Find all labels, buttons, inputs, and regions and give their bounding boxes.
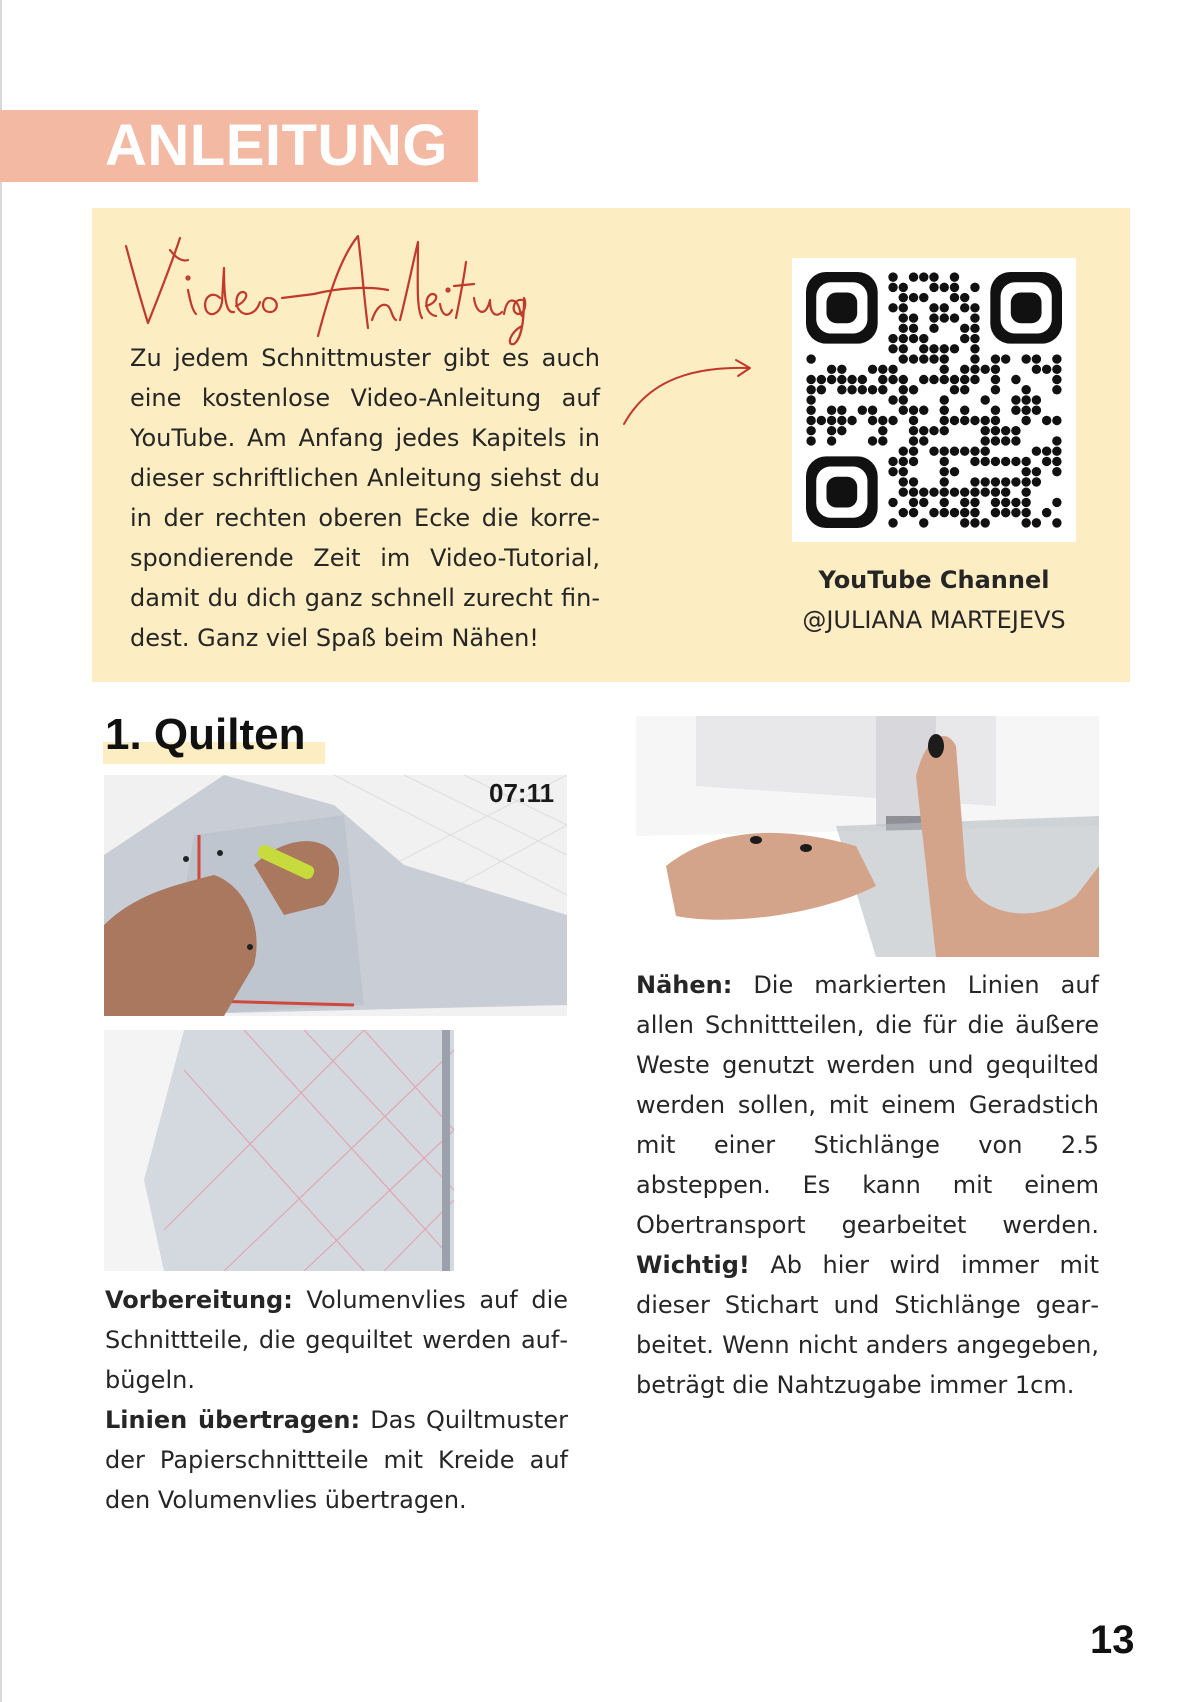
lines-label: Linien übertragen: (105, 1406, 361, 1434)
video-info-box (92, 208, 1130, 682)
video-timestamp: 07:11 (489, 778, 555, 808)
sew-text: Die markierten Linien auf allen Schnittteilen, die für die äußere Weste genutzt werden und gequilted werden sollen, mit einem Geradstich mit einer Stichlänge von 2.5 absteppen. Es kann mit einem Obertransport gearbeitet werden. (636, 971, 1099, 1239)
youtube-channel-label: YouTube Channel (818, 566, 1050, 594)
curved-arrow-icon (620, 348, 760, 428)
section-title: ANLEITUNG (105, 113, 448, 178)
photo-marking-lines (104, 775, 567, 1016)
important-label: Wichtig! (636, 1251, 750, 1279)
youtube-channel-handle: @JULIANA MARTEJEVS (802, 606, 1066, 634)
qr-code-icon (806, 272, 1062, 528)
photo-sewing-machine (636, 716, 1099, 957)
photo-quilt-pattern (104, 1030, 567, 1271)
youtube-qr-code[interactable] (792, 258, 1076, 542)
page-number: 13 (1090, 1618, 1135, 1662)
video-anleitung-script-title (118, 228, 528, 350)
sew-label: Nähen: (636, 971, 733, 999)
page-edge (0, 0, 2, 1702)
step-text-left (105, 1280, 568, 1520)
video-description: Zu jedem Schnittmuster gibt es auch eine kostenlose Video-Anleitung auf YouTube. Am Anfang jedes Kapitels in dieser schriftlichen Anleitung siehst du in der rechten oberen Ecke die korrespondierende Zeit im Video-Tutorial, damit du dich ganz schnell zurecht findest. Ganz viel Spaß beim Nähen! (130, 344, 600, 652)
important-text: Ab hier wird immer mit dieser Stichart und Stichlänge gearbeitet. Wenn nicht anders angegeben, beträgt die Nahtzugabe immer 1cm. (636, 1251, 1099, 1399)
prep-label: Vorbereitung: (105, 1286, 293, 1314)
prep-text: Volumenvlies auf die Schnittteile, die gequiltet werden aufbügeln. (105, 1286, 568, 1394)
step-heading: 1. Quilten (105, 710, 306, 759)
section-banner (0, 110, 478, 182)
step-text-right (636, 965, 1099, 1405)
lines-text: Das Quiltmuster der Papierschnittteile mit Kreide auf den Volumenvlies übertragen. (105, 1406, 569, 1514)
